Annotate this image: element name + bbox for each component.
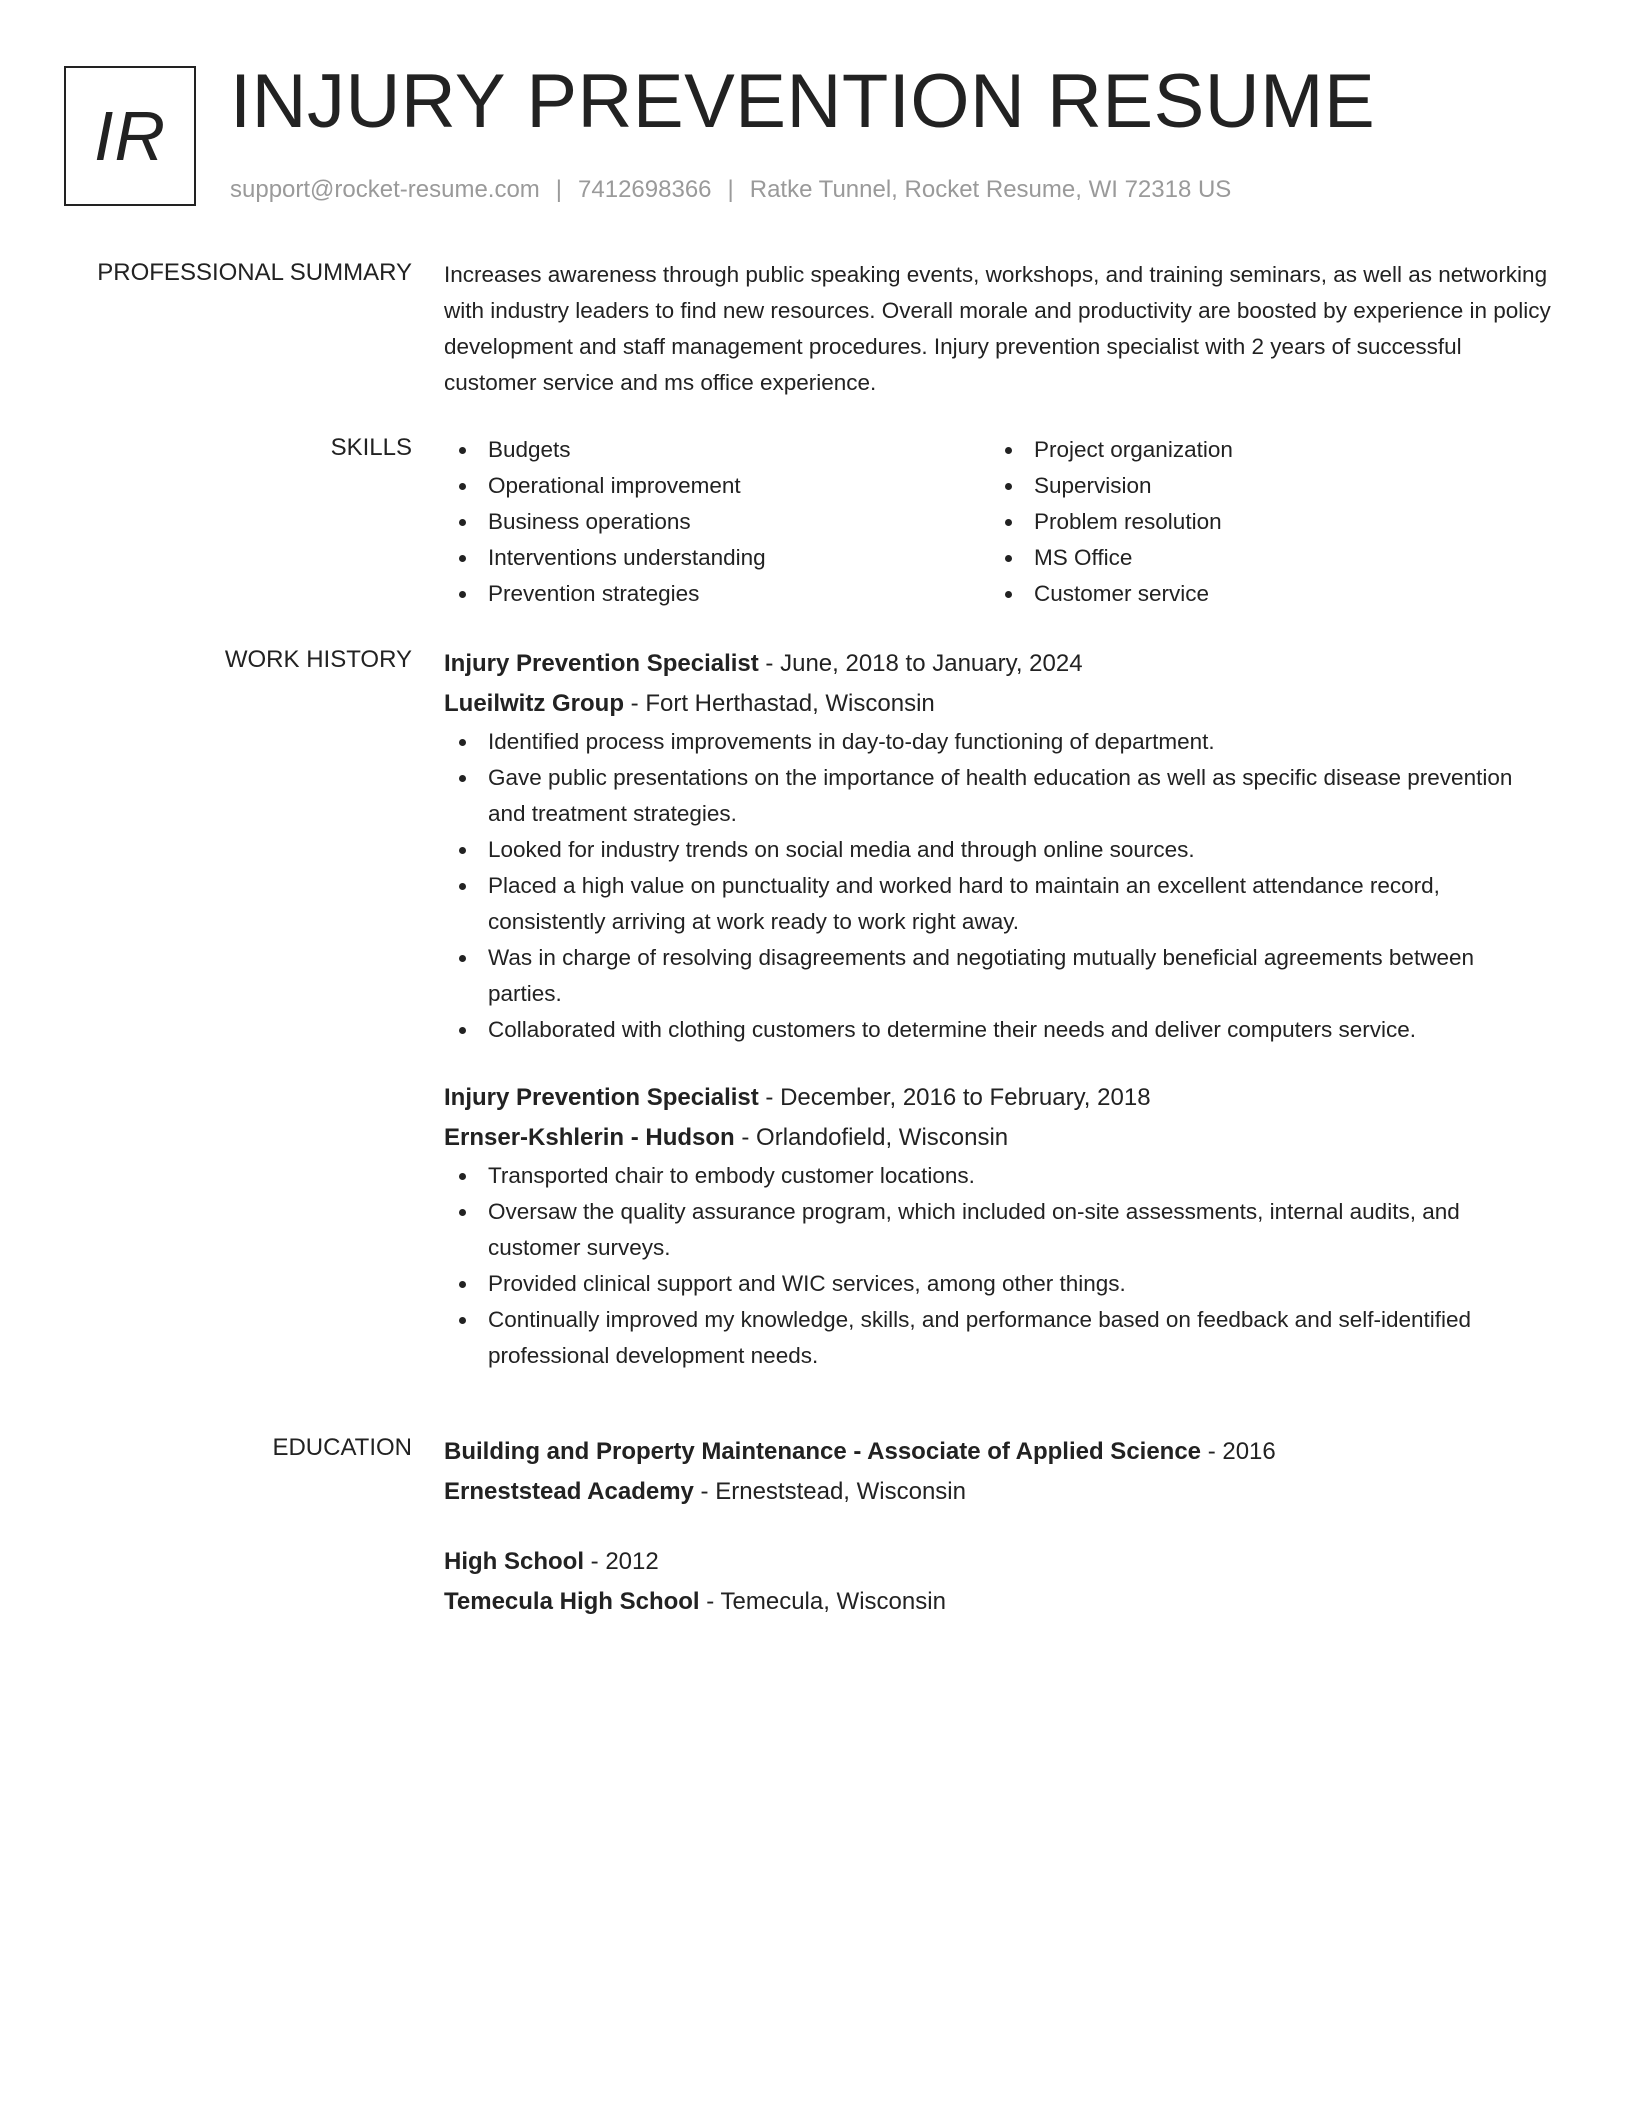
monogram-badge [64,66,196,206]
skill-item: MS Office [990,540,1536,576]
education-school: Erneststead Academy [444,1478,694,1505]
education-location: - Erneststead, Wisconsin [693,1478,966,1505]
contact-email[interactable]: support@rocket-resume.com [230,176,540,203]
job-title-line [444,1078,1554,1118]
job-bullet: Was in charge of resolving disagreements and negotiating mutually beneficial agreements between parties. [444,940,1554,1012]
contact-line [230,174,1231,206]
resume-title: INJURY PREVENTION RESUME [230,59,1376,144]
job-bullet: Gave public presentations on the importance of health education as well as specific disease prevention and treatment strategies. [444,760,1554,832]
education-degree-line [444,1432,1554,1472]
summary-body [444,257,1554,401]
summary-text: Increases awareness through public speaking events, workshops, and training seminars, as well as networking with industry leaders to find new resources. Overall morale and productivity are boosted by experience in policy development and staff management procedures. Injury prevention specialist with 2 years of successful customer service and ms office experience. [444,262,1551,395]
education-school-line [444,1582,1554,1622]
skill-item: Business operations [444,504,990,540]
job-bullet: Transported chair to embody customer locations. [444,1158,1554,1194]
job-bullet: Identified process improvements in day-to-day functioning of department. [444,724,1554,760]
skill-item: Supervision [990,468,1536,504]
job-bullet: Looked for industry trends on social media and through online sources. [444,832,1554,868]
education-degree: Building and Property Maintenance - Associate of Applied Science [444,1438,1202,1465]
job-company-line [444,684,1554,724]
section-label-work: WORK HISTORY [224,646,412,673]
job-bullet: Oversaw the quality assurance program, which included on-site assessments, internal audits, and customer surveys. [444,1194,1554,1266]
skill-item: Problem resolution [990,504,1536,540]
job-entry [444,644,1554,1048]
job-title-line [444,644,1554,684]
job-company-line [444,1118,1554,1158]
job-dates: - June, 2018 to January, 2024 [758,650,1083,677]
education-body [444,1432,1554,1622]
job-entry [444,1078,1554,1374]
education-school: Temecula High School [444,1588,700,1615]
skills-body [444,432,1554,612]
education-degree-line [444,1542,1554,1582]
job-company: Ernser-Kshlerin - Hudson [444,1124,735,1151]
skill-item: Interventions understanding [444,540,990,576]
skill-item: Customer service [990,576,1536,612]
education-degree: High School [444,1548,584,1575]
education-entry [444,1432,1554,1512]
skill-item: Budgets [444,432,990,468]
contact-separator: | [555,176,563,203]
education-year: - 2012 [584,1548,659,1575]
job-dates: - December, 2016 to February, 2018 [758,1084,1151,1111]
contact-address: Ratke Tunnel, Rocket Resume, WI 72318 US [749,176,1232,203]
skill-item: Prevention strategies [444,576,990,612]
job-title: Injury Prevention Specialist [444,1084,759,1111]
job-bullet: Collaborated with clothing customers to determine their needs and deliver computers service. [444,1012,1554,1048]
job-responsibilities [444,1158,1554,1374]
section-label-skills: SKILLS [330,434,412,461]
job-location: - Fort Herthastad, Wisconsin [624,690,935,717]
job-company: Lueilwitz Group [444,690,624,717]
job-location: - Orlandofield, Wisconsin [734,1124,1009,1151]
job-title: Injury Prevention Specialist [444,650,759,677]
skill-item: Operational improvement [444,468,990,504]
monogram-initials: IR [94,97,166,175]
work-history-body [444,644,1554,1374]
education-entry [444,1542,1554,1622]
education-year: - 2016 [1201,1438,1276,1465]
contact-separator: | [727,176,734,203]
job-bullet: Provided clinical support and WIC services, among other things. [444,1266,1554,1302]
job-responsibilities [444,724,1554,1048]
section-label-education: EDUCATION [272,1434,412,1461]
job-bullet: Placed a high value on punctuality and worked hard to maintain an excellent attendance record, consistently arriving at work ready to work right away. [444,868,1554,940]
skills-column-left [444,432,990,612]
skill-item: Project organization [990,432,1536,468]
education-location: - Temecula, Wisconsin [699,1588,946,1615]
job-bullet: Continually improved my knowledge, skills, and performance based on feedback and self-identified professional development needs. [444,1302,1554,1374]
contact-phone[interactable]: 7412698366 [578,176,712,203]
skills-column-right [990,432,1536,612]
education-school-line [444,1472,1554,1512]
section-label-summary: PROFESSIONAL SUMMARY [97,259,412,286]
